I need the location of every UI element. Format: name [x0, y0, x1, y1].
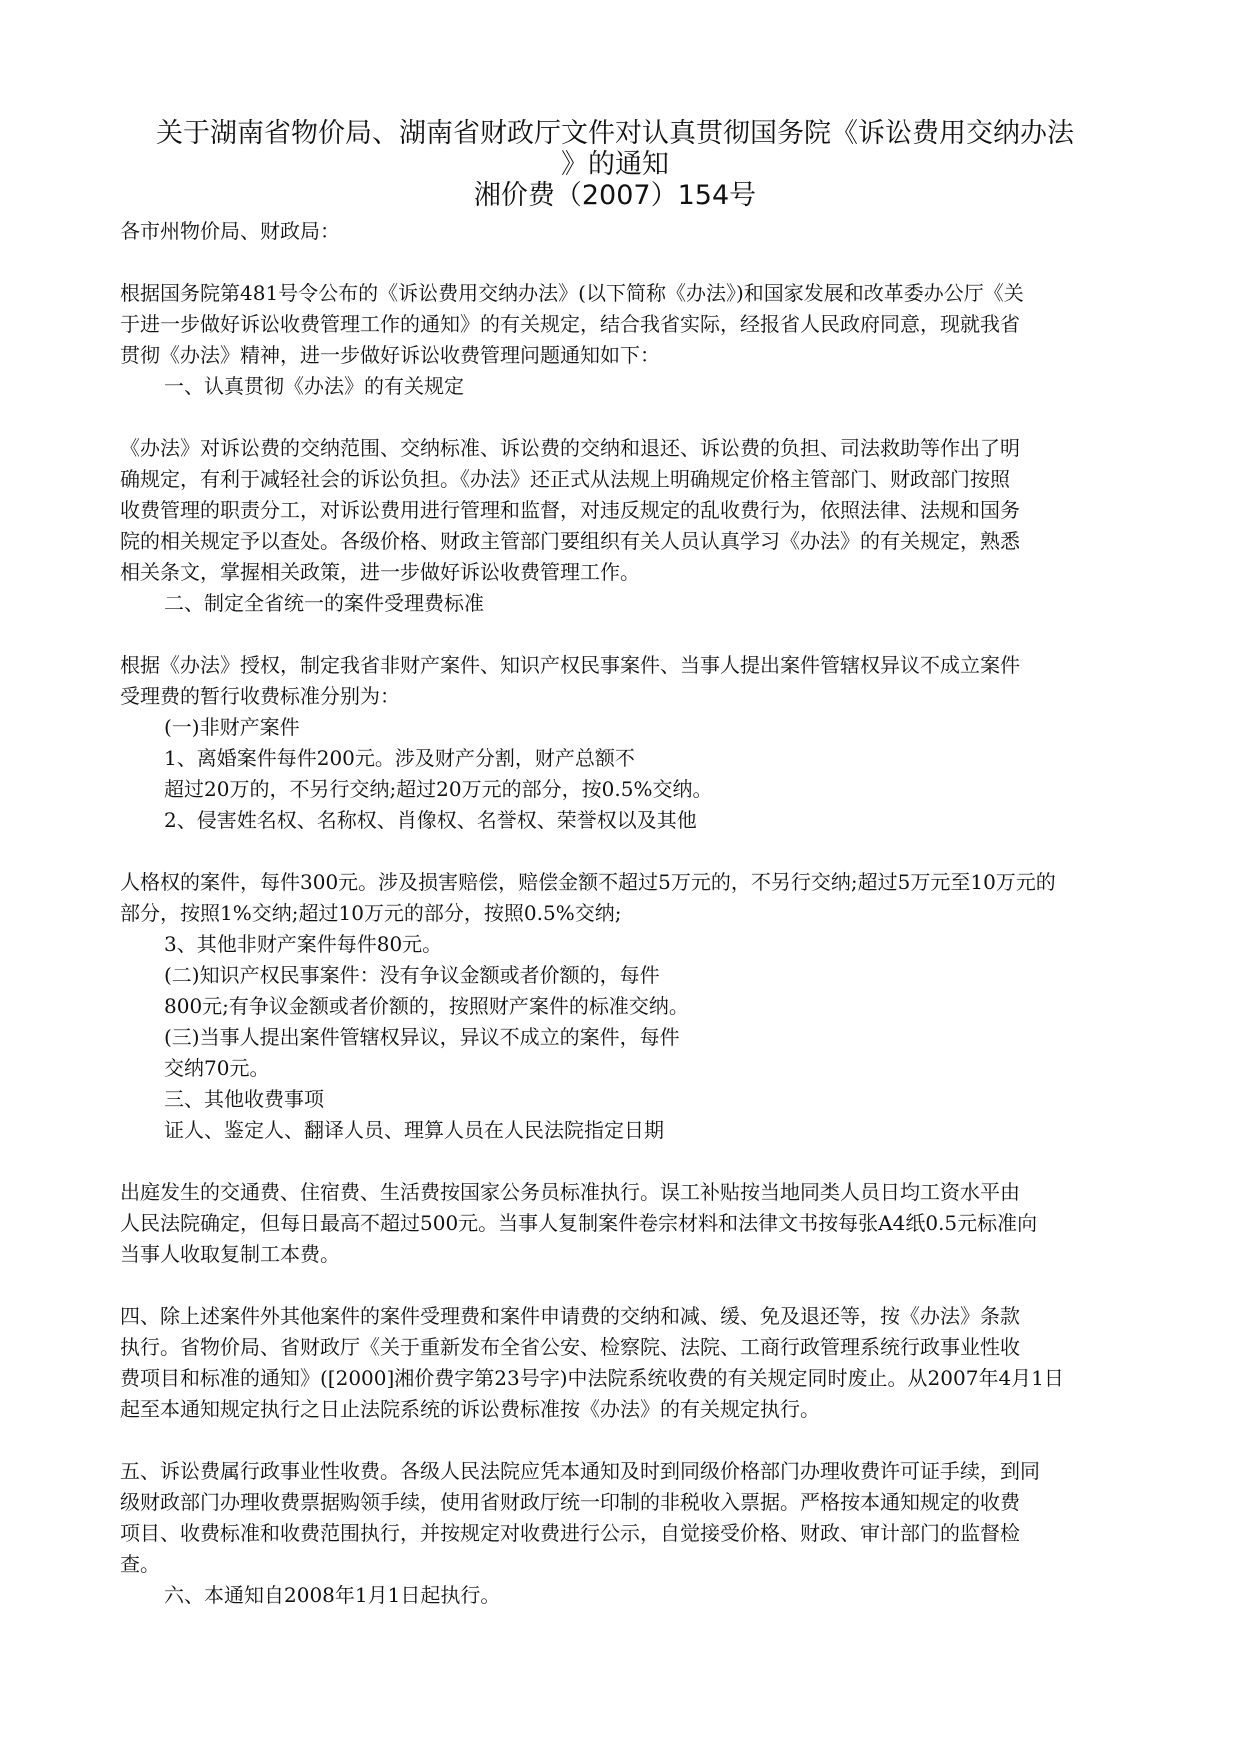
item-a2-continuation: 人格权的案件，每件300元。涉及损害赔偿，赔偿金额不超过5万元的，不另行交纳;超过5万元至10万元的	[120, 870, 1056, 894]
item-a1-line: 超过20万的，不另行交纳;超过20万元的部分，按0.5%交纳。	[164, 777, 713, 801]
title-line-2: 》的通知	[561, 149, 669, 180]
paragraph-gap	[120, 619, 1120, 650]
section-3-continuation: 当事人收取复制工本费。	[120, 1242, 340, 1266]
item-b-line: 800元;有争议金额或者价额的，按照财产案件的标准交纳。	[164, 994, 689, 1018]
section-3-continuation: 出庭发生的交通费、住宿费、生活费按国家公务员标准执行。误工补贴按当地同类人员日均工资水平由	[120, 1180, 1020, 1204]
section-4-line: 执行。省物价局、省财政厅《关于重新发布全省公安、检察院、法院、工商行政管理系统行政事业性收	[120, 1335, 1020, 1359]
intro-line: 根据国务院第481号令公布的《诉讼费用交纳办法》(以下简称《办法》)和国家发展和改革委办公厅《关	[120, 281, 1024, 305]
paragraph-gap	[120, 402, 1120, 433]
section-1-heading: 一、认真贯彻《办法》的有关规定	[164, 374, 464, 398]
document-body	[120, 216, 1120, 1611]
paragraph-gap	[120, 247, 1120, 278]
item-a-heading: (一)非财产案件	[164, 715, 300, 739]
item-b-line: (二)知识产权民事案件：没有争议金额或者价额的，每件	[164, 963, 660, 987]
document-number: 湘价费（2007）154号	[473, 180, 757, 211]
section-1-line: 《办法》对诉讼费的交纳范围、交纳标准、诉讼费的交纳和退还、诉讼费的负担、司法救助等作出了明	[120, 436, 1020, 460]
item-a3-line: 3、其他非财产案件每件80元。	[164, 932, 443, 956]
paragraph-gap	[120, 836, 1120, 867]
section-2-heading: 二、制定全省统一的案件受理费标准	[164, 591, 484, 615]
section-4-line: 四、除上述案件外其他案件的案件受理费和案件申请费的交纳和减、缓、免及退还等，按《办法》条款	[120, 1304, 1020, 1328]
section-1-line: 院的相关规定予以查处。各级价格、财政主管部门要组织有关人员认真学习《办法》的有关规定，熟悉	[120, 529, 1020, 553]
item-a2-continuation: 部分，按照1%交纳;超过10万元的部分，按照0.5%交纳;	[120, 901, 622, 925]
item-c-line: 交纳70元。	[164, 1056, 270, 1080]
section-3-line: 证人、鉴定人、翻译人员、理算人员在人民法院指定日期	[164, 1118, 664, 1142]
section-1-line: 相关条文，掌握相关政策，进一步做好诉讼收费管理工作。	[120, 560, 640, 584]
section-3-continuation: 人民法院确定，但每日最高不超过500元。当事人复制案件卷宗材料和法律文书按每张A4纸0.5元标准向	[120, 1211, 1038, 1235]
item-a1-line: 1、离婚案件每件200元。涉及财产分割，财产总额不	[164, 746, 635, 770]
section-1-line: 收费管理的职责分工，对诉讼费用进行管理和监督，对违反规定的乱收费行为，依照法律、法规和国务	[120, 498, 1020, 522]
section-6-line: 六、本通知自2008年1月1日起执行。	[164, 1583, 501, 1607]
section-4-line: 费项目和标准的通知》([2000]湘价费字第23号字)中法院系统收费的有关规定同时废止。从2007年4月1日	[120, 1366, 1064, 1390]
section-4-line: 起至本通知规定执行之日止法院系统的诉讼费标准按《办法》的有关规定执行。	[120, 1397, 820, 1421]
document-title	[110, 118, 1120, 211]
section-5-line: 查。	[120, 1552, 160, 1576]
section-2-line: 根据《办法》授权，制定我省非财产案件、知识产权民事案件、当事人提出案件管辖权异议不成立案件	[120, 653, 1020, 677]
intro-line: 贯彻《办法》精神，进一步做好诉讼收费管理问题通知如下：	[120, 343, 660, 367]
item-c-line: (三)当事人提出案件管辖权异议，异议不成立的案件，每件	[164, 1025, 680, 1049]
section-3-heading: 三、其他收费事项	[164, 1087, 324, 1111]
item-a2-line: 2、侵害姓名权、名称权、肖像权、名誉权、荣誉权以及其他	[164, 808, 697, 832]
intro-line: 于进一步做好诉讼收费管理工作的通知》的有关规定，结合我省实际，经报省人民政府同意，现就我省	[120, 312, 1020, 336]
section-1-line: 确规定，有利于减轻社会的诉讼负担。《办法》还正式从法规上明确规定价格主管部门、财政部门按照	[120, 467, 1010, 491]
title-line-1: 关于湖南省物价局、湖南省财政厅文件对认真贯彻国务院《诉讼费用交纳办法	[156, 118, 1074, 149]
salutation: 各市州物价局、财政局：	[120, 219, 340, 243]
section-2-line: 受理费的暂行收费标准分别为：	[120, 684, 400, 708]
section-5-line: 级财政部门办理收费票据购领手续，使用省财政厅统一印制的非税收入票据。严格按本通知规定的收费	[120, 1490, 1020, 1514]
section-5-line: 五、诉讼费属行政事业性收费。各级人民法院应凭本通知及时到同级价格部门办理收费许可证手续，到同	[120, 1459, 1040, 1483]
paragraph-gap	[120, 1270, 1120, 1301]
section-5-line: 项目、收费标准和收费范围执行，并按规定对收费进行公示，自觉接受价格、财政、审计部门的监督检	[120, 1521, 1020, 1545]
paragraph-gap	[120, 1425, 1120, 1456]
paragraph-gap	[120, 1146, 1120, 1177]
